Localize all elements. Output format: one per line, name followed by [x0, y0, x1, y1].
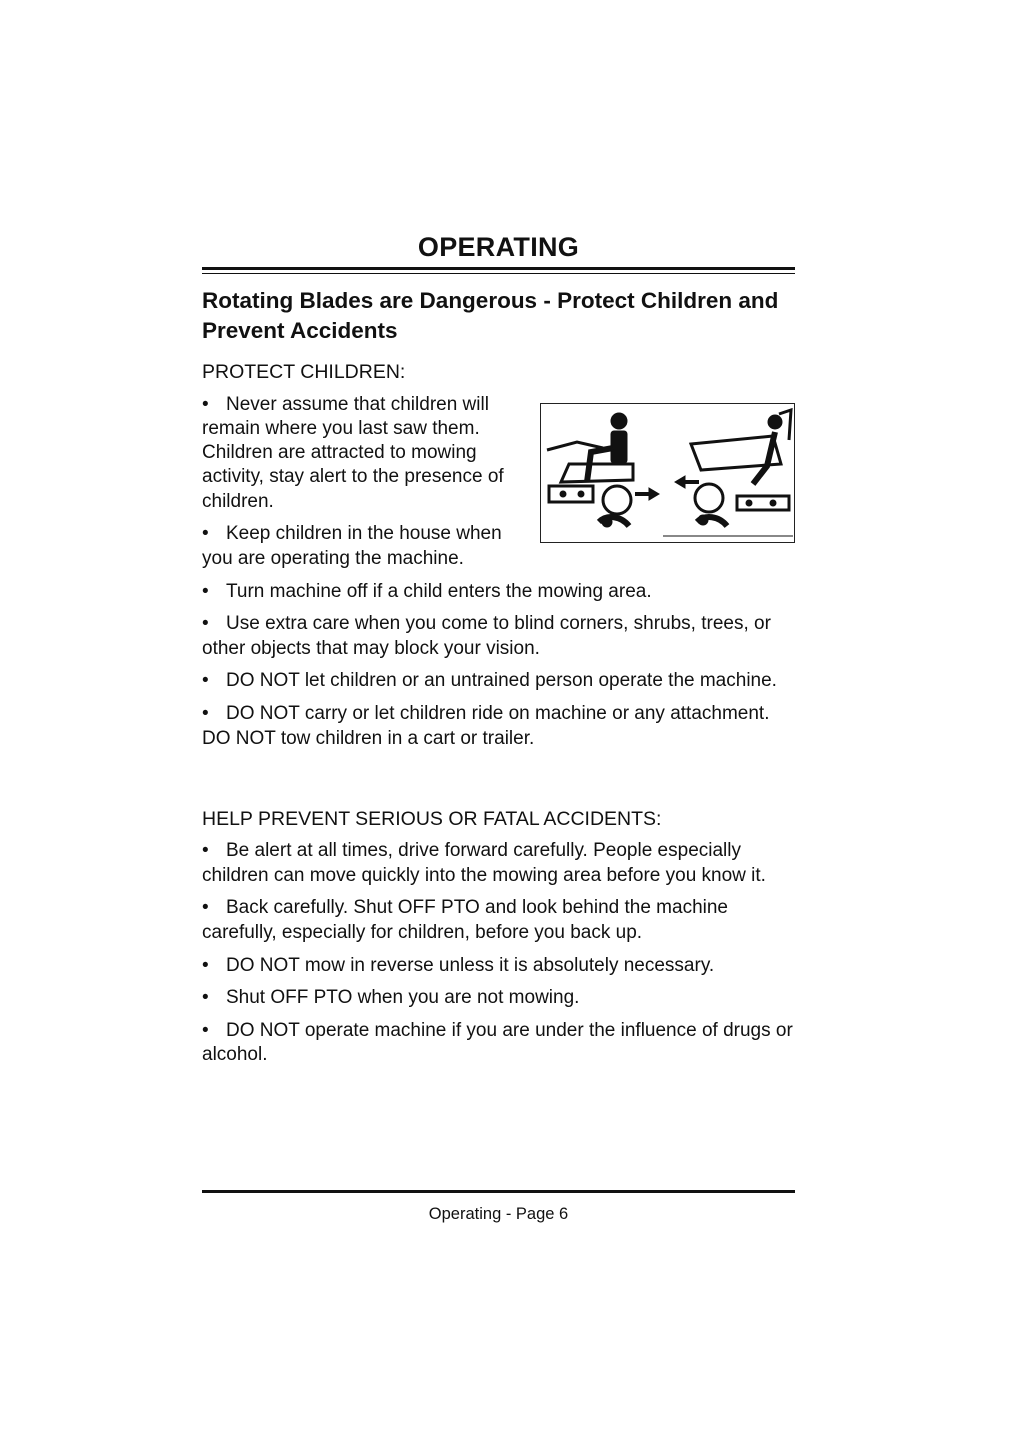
- list-item: [202, 839, 795, 888]
- list-item: [202, 580, 795, 604]
- list-item-text: Be alert at all times, drive forward carefully. People especially children can move quickly into the mowing area before you know it.: [202, 840, 766, 886]
- manual-page: [202, 228, 795, 1068]
- list-item-text: Keep children in the house when you are operating the machine.: [202, 523, 502, 569]
- bullet: •: [202, 613, 209, 635]
- title-divider: [202, 267, 795, 274]
- bullet: •: [202, 1020, 209, 1042]
- list-item-text: Shut OFF PTO when you are not mowing.: [226, 987, 580, 1009]
- list-item-text: Use extra care when you come to blind corners, shrubs, trees, or other objects that may block your vision.: [202, 613, 771, 659]
- bullet: •: [202, 523, 209, 545]
- protect-children-subhead: PROTECT CHILDREN:: [202, 361, 406, 383]
- list-item: [202, 522, 532, 571]
- list-item: [202, 954, 795, 978]
- section-title: OPERATING: [417, 232, 580, 262]
- section-spacer: [202, 751, 795, 792]
- list-item-text: DO NOT mow in reverse unless it is absolutely necessary.: [226, 954, 715, 976]
- list-item: [202, 612, 795, 661]
- list-item: [202, 393, 532, 514]
- prevent-accidents-subhead: HELP PREVENT SERIOUS OR FATAL ACCIDENTS:: [202, 807, 662, 830]
- page-number-label: Operating - Page 6: [428, 1205, 569, 1223]
- list-item-text: DO NOT carry or let children ride on machine or any attachment. DO NOT tow children in a cart or trailer.: [202, 703, 770, 749]
- protect-children-intro: [202, 393, 795, 572]
- list-item-text: DO NOT operate machine if you are under the influence of drugs or alcohol.: [202, 1020, 793, 1066]
- list-item: [202, 896, 795, 945]
- list-item: [202, 986, 795, 1010]
- bullet: •: [202, 954, 209, 976]
- bullet: •: [202, 897, 209, 919]
- bullet: •: [202, 670, 209, 692]
- bullet: •: [202, 840, 209, 862]
- list-item: [202, 669, 795, 693]
- bullet: •: [202, 987, 209, 1009]
- list-item: [202, 702, 795, 751]
- mower-child-hazard-icon: [540, 403, 795, 543]
- list-item-text: Back carefully. Shut OFF PTO and look behind the machine carefully, especially for children, before you back up.: [202, 897, 728, 943]
- bullet: •: [202, 580, 209, 602]
- page-heading: Rotating Blades are Dangerous - Protect Children and Prevent Accidents: [202, 288, 779, 343]
- footer-divider: [202, 1190, 795, 1193]
- list-item-text: Never assume that children will remain where you last saw them. Children are attracted to mowing activity, stay alert to the presence of children.: [202, 393, 504, 512]
- list-item: [202, 1019, 795, 1068]
- list-item-text: DO NOT let children or an untrained person operate the machine.: [226, 670, 777, 692]
- page-footer: [202, 1190, 795, 1224]
- bullet: •: [202, 393, 209, 415]
- bullet: •: [202, 703, 209, 725]
- list-item-text: Turn machine off if a child enters the mowing area.: [226, 580, 652, 602]
